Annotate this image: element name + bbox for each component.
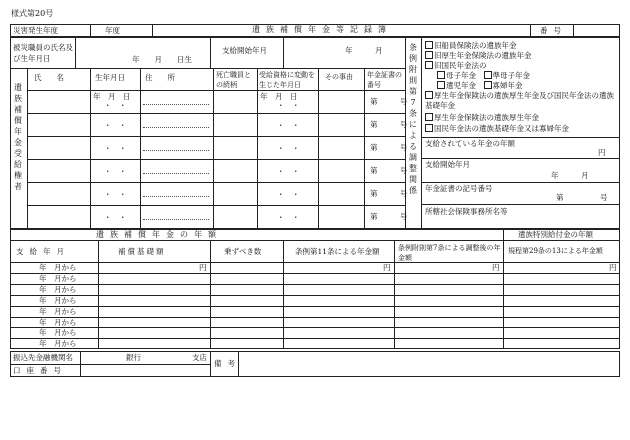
cert-label: 年金証書の記号番号 <box>425 184 493 193</box>
cert-placeholder: 第 号 <box>370 120 408 129</box>
annual-from: 年 月から <box>39 339 77 348</box>
change-date-header: 年 月 日 <box>260 92 298 101</box>
change-date-placeholder: ・ ・ <box>277 121 300 130</box>
paid-pension-label: 支給されている年金の年額 <box>425 139 515 148</box>
staff-name-label: 被災職員の氏名及び生年月日 <box>13 43 73 63</box>
yen-base: 円 <box>199 263 207 272</box>
check-sub-2[interactable]: 遺児年金 寡婦年金 <box>437 81 523 90</box>
cert-placeholder: 第 号 <box>370 166 408 175</box>
col-multiplier: 乗ずべき数 <box>224 247 262 256</box>
dob-placeholder: ・ ・ <box>104 213 127 222</box>
dob-placeholder: ・ ・ <box>104 121 127 130</box>
dob-placeholder: ・ ・ <box>104 144 127 153</box>
change-date-placeholder: ・ ・ <box>277 167 300 176</box>
annual-from: 年 月から <box>39 285 77 294</box>
nendo-label: 年度 <box>105 26 120 35</box>
check-item-2[interactable]: 旧厚生年金保険法の遺族年金 <box>425 51 532 60</box>
cert-placeholder: 第 号 <box>370 189 408 198</box>
start-ym: 年 月 <box>551 171 589 180</box>
adjustment-vertical-label: 条例附則第7条による調整関係 <box>409 43 417 195</box>
number-label: 番号 <box>540 26 567 35</box>
col-adjusted: 条例附則第7条による調整後の年金額 <box>398 244 501 262</box>
change-date-placeholder: ・ ・ <box>277 144 300 153</box>
check-item-1[interactable]: 旧船員保険法の遺族年金 <box>425 41 517 50</box>
annual-from: 年 月から <box>39 307 77 316</box>
office-label: 所轄社会保険事務所名等 <box>425 207 508 216</box>
col-relation: 死亡職員との続柄 <box>216 71 251 89</box>
cert-dai: 第 <box>556 193 564 202</box>
change-date-placeholder: ・ ・ <box>277 101 300 110</box>
annual-from: 年 月から <box>39 274 77 283</box>
col-art11: 条例第11条による年金額 <box>295 247 380 256</box>
bank-label: 振込先金融機関名 <box>13 353 73 362</box>
col-address: 住 所 <box>145 73 175 82</box>
dob-header: 年 月 日 <box>93 92 131 101</box>
disaster-year-label: 災害発生年度 <box>13 26 58 35</box>
change-date-placeholder: ・ ・ <box>277 213 300 222</box>
annual-from: 年 月から <box>39 296 77 305</box>
payment-start-value: 年 月 <box>345 46 383 55</box>
form-title: 遺族補償年金等記録簿 <box>252 25 392 34</box>
payment-start-label: 支給開始年月 <box>222 46 267 55</box>
col-dob: 生年月日 <box>95 73 125 82</box>
check-item-4[interactable]: 厚生年金保険法の遺族厚生年金及び国民年金法の遺族基礎年金 <box>425 91 614 110</box>
annual-from: 年 月から <box>39 263 77 272</box>
cert-go: 号 <box>600 193 608 202</box>
check-item-6[interactable]: 国民年金法の遺族基礎年金又は寡婦年金 <box>425 124 569 133</box>
remarks-label: 備考 <box>214 359 241 368</box>
check-item-5[interactable]: 厚生年金保険法の遺族厚生年金 <box>425 113 539 122</box>
cert-placeholder: 第 号 <box>370 143 408 152</box>
start-label: 支給開始年月 <box>425 160 470 169</box>
dob-placeholder: ・ ・ <box>104 167 127 176</box>
check-sub-1[interactable]: 母子年金 準母子年金 <box>437 71 530 80</box>
account-label: 口座番号 <box>13 366 67 375</box>
bank-unit: 銀行 <box>126 353 141 362</box>
col-art29: 規程第29条の13による年金額 <box>508 247 603 255</box>
dob-placeholder: ・ ・ <box>104 101 127 110</box>
col-cert-number: 年金証書の番号 <box>367 71 402 89</box>
recipients-side-label: 遺族補償年金受給権者 <box>14 83 22 191</box>
yen-art29: 円 <box>609 263 617 272</box>
annual-title: 遺族補償年金の年額 <box>96 230 222 239</box>
cert-placeholder: 第 号 <box>370 212 408 221</box>
col-change-date: 受給資格に変動を生じた年月日 <box>259 71 315 89</box>
yen-adjusted: 円 <box>492 263 500 272</box>
special-title: 遺族特別給付金の年額 <box>518 230 593 239</box>
form-number: 様式第20号 <box>11 9 54 18</box>
branch-unit: 支店 <box>192 353 207 362</box>
annual-from: 年 月から <box>39 328 77 337</box>
cert-placeholder: 第 号 <box>370 97 408 106</box>
col-pay-month: 支給年月 <box>16 247 70 256</box>
annual-from: 年 月から <box>39 318 77 327</box>
change-date-placeholder: ・ ・ <box>277 190 300 199</box>
upper-section <box>10 37 620 229</box>
yen-art11: 円 <box>383 263 391 272</box>
check-item-3[interactable]: 旧国民年金法の <box>425 61 487 70</box>
paid-pension-yen: 円 <box>598 148 606 157</box>
dob-placeholder: ・ ・ <box>104 190 127 199</box>
col-reason: その事由 <box>325 73 353 81</box>
staff-dob: 年 月 日生 <box>132 55 192 64</box>
col-name: 氏 名 <box>34 73 64 82</box>
col-base: 補償基礎額 <box>118 247 166 256</box>
